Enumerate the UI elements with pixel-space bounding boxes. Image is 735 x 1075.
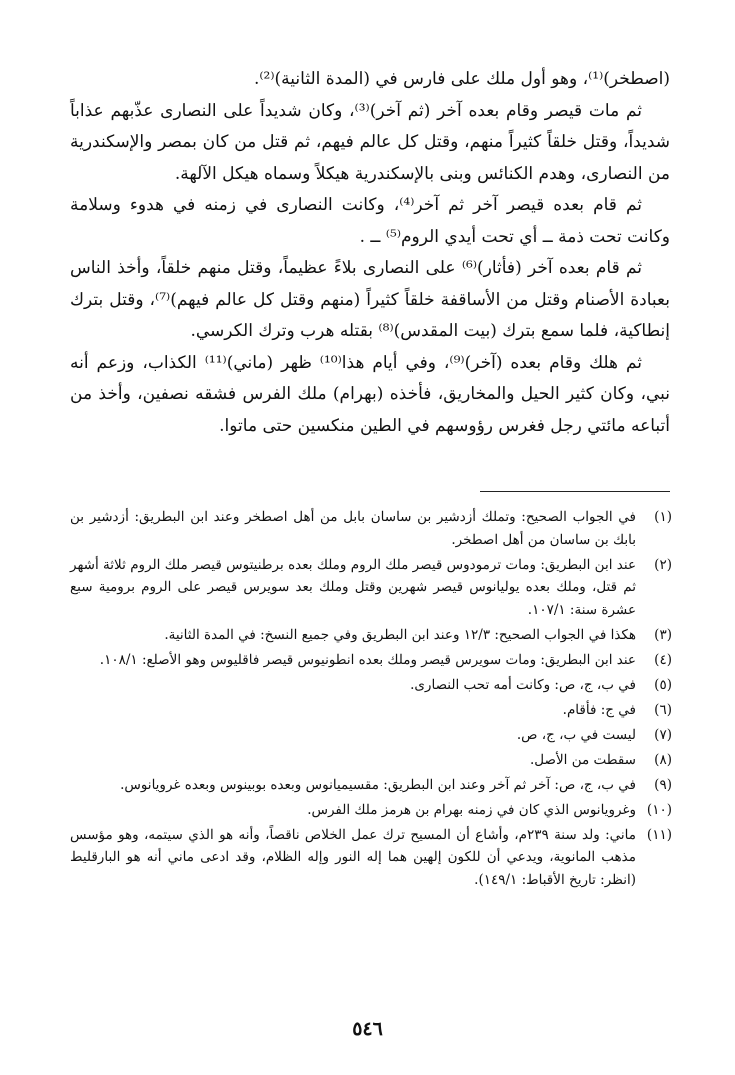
footnote-1 <box>70 506 672 551</box>
footnote-number: (١) <box>654 509 672 525</box>
footnote-text: في ج: فأقام. <box>562 701 636 718</box>
footnote-number: (٧) <box>654 726 672 743</box>
footnote-10 <box>70 799 672 822</box>
footnote-text: هكذا في الجواب الصحيح: ١٢/٣ وعند ابن البطريق وفي جميع النسخ: في المدة الثانية. <box>164 626 636 643</box>
footnote-7 <box>70 724 672 747</box>
main-text-block <box>70 64 670 442</box>
footnote-5 <box>70 674 672 697</box>
footnote-9 <box>70 774 672 797</box>
page-number: ٥٤٦ <box>352 1018 383 1040</box>
footnotes-section <box>70 506 672 894</box>
footnote-text: عند ابن البطريق: ومات ترمودوس قيصر ملك الروم وملك بعده برطنيتوس قيصر ملك الروم ثلاثة أشهر ثم قتل، وملك بعده يوليانوس قيصر شهرين وقتل وملك بعد سويرس قيصر على الروم برومية سبع عشرة سنة: ١٠٧/١. <box>70 556 636 618</box>
footnote-number: (٣) <box>654 626 672 643</box>
paragraph-5: ثم هلك وقام بعده (آخر)⁽⁹⁾، وفي أيام هذا⁽¹⁰⁾ ظهر (ماني)⁽¹¹⁾ الكذاب، وزعم أنه نبي، وكان كثير الحيل والمخاريق، فأخذه (بهرام) ملك الفرس فشقه نصفين، وأخذ من أتباعه مائتي رجل فغرس رؤوسهم في الطين منكسين حتى ماتوا. <box>70 352 670 436</box>
footnote-text: في ب، ج، ص: وكانت أمه تحب النصارى. <box>410 676 636 693</box>
paragraph-4: ثم قام بعده آخر (فأثار)⁽⁶⁾ على النصارى بلاءً عظيماً، وقتل منهم خلقاً، وأخذ الناس بعبادة الأصنام وقتل من الأساقفة خلقاً كثيراً (منهم وقتل كل عالم فيهم)⁽⁷⁾، وقتل بترك إنطاكية، فلما سمع بترك (بيت المقدس)⁽⁸⁾ بقتله هرب وترك الكرسي. <box>70 258 670 341</box>
footnote-3 <box>70 624 672 647</box>
footnote-2 <box>70 554 672 622</box>
footnote-text: وغرويانوس الذي كان في زمنه بهرام بن هرمز ملك الفرس. <box>307 801 636 818</box>
paragraph-3: ثم قام بعده قيصر آخر ثم آخر⁽⁴⁾، وكانت النصارى في زمنه في هدوء وسلامة وكانت تحت ذمة ــ أي تحت أيدي الروم⁽⁵⁾ ــ . <box>70 195 670 247</box>
footnote-text: ليست في ب، ج، ص. <box>516 726 636 743</box>
footnote-number: (٥) <box>654 676 672 693</box>
footnote-text: في ب، ج، ص: آخر ثم آخر وعند ابن البطريق: مقسيميانوس وبعده بوبينوس وبعده غرويانوس. <box>120 776 636 793</box>
footnote-divider <box>480 491 670 492</box>
footnote-number: (١٠) <box>646 801 672 818</box>
footnote-text: في الجواب الصحيح: وتملك أزدشير بن ساسان بابل من أهل اصطخر وعند ابن البطريق: أزدشير بن بابك بن ساسان من أهل اصطخر. <box>70 509 636 548</box>
footnote-11 <box>70 824 672 892</box>
footnote-4 <box>70 649 672 672</box>
footnote-number: (١١) <box>646 826 672 843</box>
footnote-number: (٦) <box>654 701 672 718</box>
footnote-number: (٨) <box>654 751 672 768</box>
footnote-number: (٤) <box>654 651 672 668</box>
footnote-text: عند ابن البطريق: ومات سويرس قيصر وملك بعده انطونيوس قيصر فاقليوس وهو الأصلع: ١٠٨/١. <box>99 651 636 668</box>
footnote-number: (٢) <box>654 556 672 573</box>
footnote-text: ماني: ولد سنة ٢٣٩م، وأشاع أن المسيح ترك عمل الخلاص ناقصاً، وأنه هو الذي سيتمه، وهو مؤسس مذهب المانوية، ويدعي أن للكون إلهين هما إله النور وإله الظلام، وقد ادعى ماني أنه هو البارقليط (انظر: تاريخ الأقباط: ١٤٩/١). <box>70 826 636 888</box>
footnote-8 <box>70 749 672 772</box>
paragraph-2: ثم مات قيصر وقام بعده آخر (ثم آخر)⁽³⁾، وكان شديداً على النصارى عذّبهم عذاباً شديداً، وقتل خلقاً كثيراً منهم، وقتل كل عالم فيهم، ثم قتل من كان بمصر والإسكندرية من النصارى، وهدم الكنائس وبنى بالإسكندرية هيكلاً وسماه هيكل الآلهة. <box>70 100 670 184</box>
footnote-text: سقطت من الأصل. <box>530 751 636 768</box>
footnote-6 <box>70 699 672 722</box>
footnote-number: (٩) <box>654 776 672 793</box>
paragraph-1: (اصطخر)⁽¹⁾، وهو أول ملك على فارس في (المدة الثانية)⁽²⁾. <box>253 69 670 89</box>
